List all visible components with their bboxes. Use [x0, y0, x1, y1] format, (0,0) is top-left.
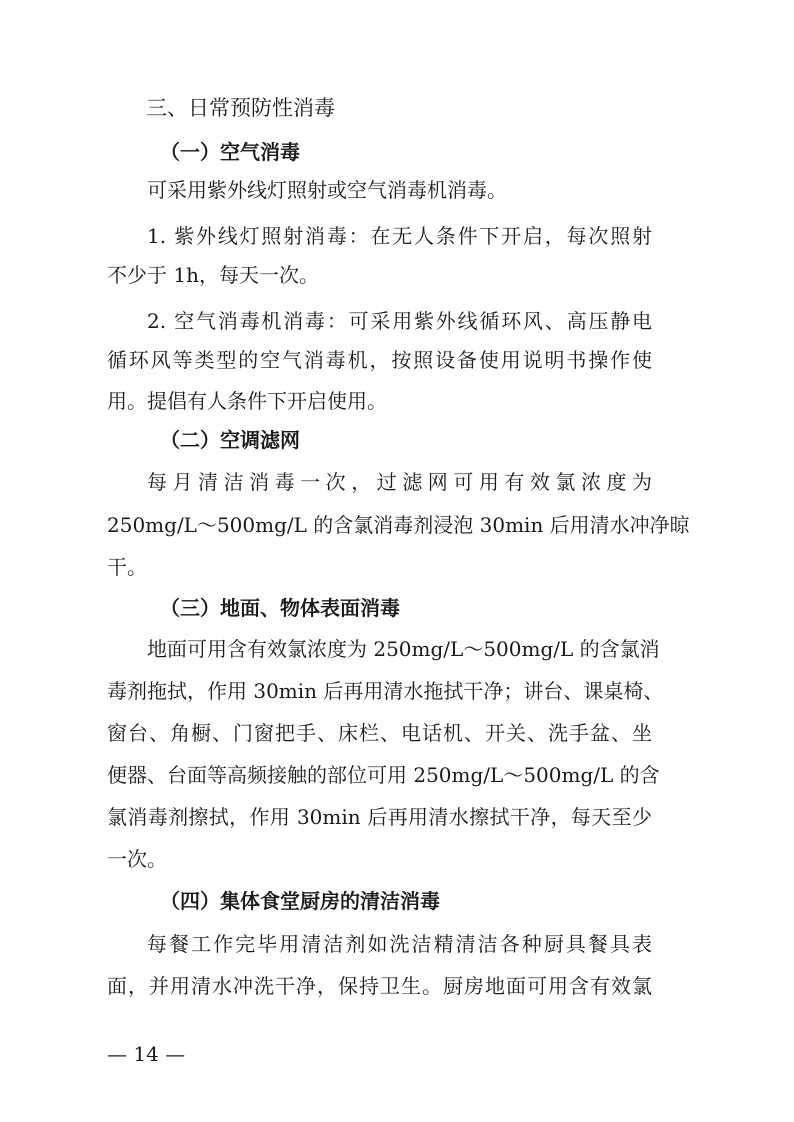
- canteen-line-1: 每餐工作完毕用清洁剂如洗洁精清洁各种厨具餐具表: [147, 932, 652, 956]
- surfaces-line-2: 毒剂拖拭，作用 30min 后再用清水拖拭干净；讲台、课桌椅、: [107, 679, 664, 703]
- ac-filter-line-1: 每月清洁消毒一次，过滤网可用有效氯浓度为: [147, 470, 652, 494]
- surfaces-line-4: 便器、台面等高频接触的部位可用 250mg/L～500mg/L 的含: [107, 763, 660, 787]
- air-item-2-line-3: 用。提倡有人条件下开启使用。: [107, 389, 387, 413]
- air-intro-paragraph: 可采用紫外线灯照射或空气消毒机消毒。: [147, 178, 507, 202]
- surfaces-line-3: 窗台、角橱、门窗把手、床栏、电话机、开关、洗手盆、坐: [107, 721, 652, 745]
- air-item-2-line-1: 2. 空气消毒机消毒：可采用紫外线循环风、高压静电: [147, 309, 652, 333]
- heading-canteen-disinfection: （四）集体食堂厨房的清洁消毒: [160, 889, 440, 913]
- surfaces-line-5: 氯消毒剂擦拭，作用 30min 后再用清水擦拭干净，每天至少: [107, 805, 652, 829]
- air-item-1-line-1: 1. 紫外线灯照射消毒：在无人条件下开启，每次照射: [147, 224, 652, 248]
- air-item-2-line-2: 循环风等类型的空气消毒机，按照设备使用说明书操作使: [107, 348, 652, 372]
- ac-filter-line-2: 250mg/L～500mg/L 的含氯消毒剂浸泡 30min 后用清水冲净晾: [107, 513, 690, 537]
- heading-ac-filter: （二）空调滤网: [160, 428, 300, 452]
- surfaces-line-6: 一次。: [107, 847, 167, 871]
- heading-air-disinfection: （一）空气消毒: [160, 140, 300, 164]
- page-number: — 14 —: [107, 1042, 186, 1066]
- canteen-line-2: 面，并用清水冲洗干净，保持卫生。厨房地面可用含有效氯: [107, 974, 652, 998]
- section-title: 三、日常预防性消毒: [146, 96, 335, 120]
- surfaces-line-1: 地面可用含有效氯浓度为 250mg/L～500mg/L 的含氯消: [147, 637, 660, 661]
- heading-surface-disinfection: （三）地面、物体表面消毒: [160, 596, 400, 620]
- air-item-1-line-2: 不少于 1h，每天一次。: [107, 263, 319, 287]
- ac-filter-line-3: 干。: [107, 555, 147, 579]
